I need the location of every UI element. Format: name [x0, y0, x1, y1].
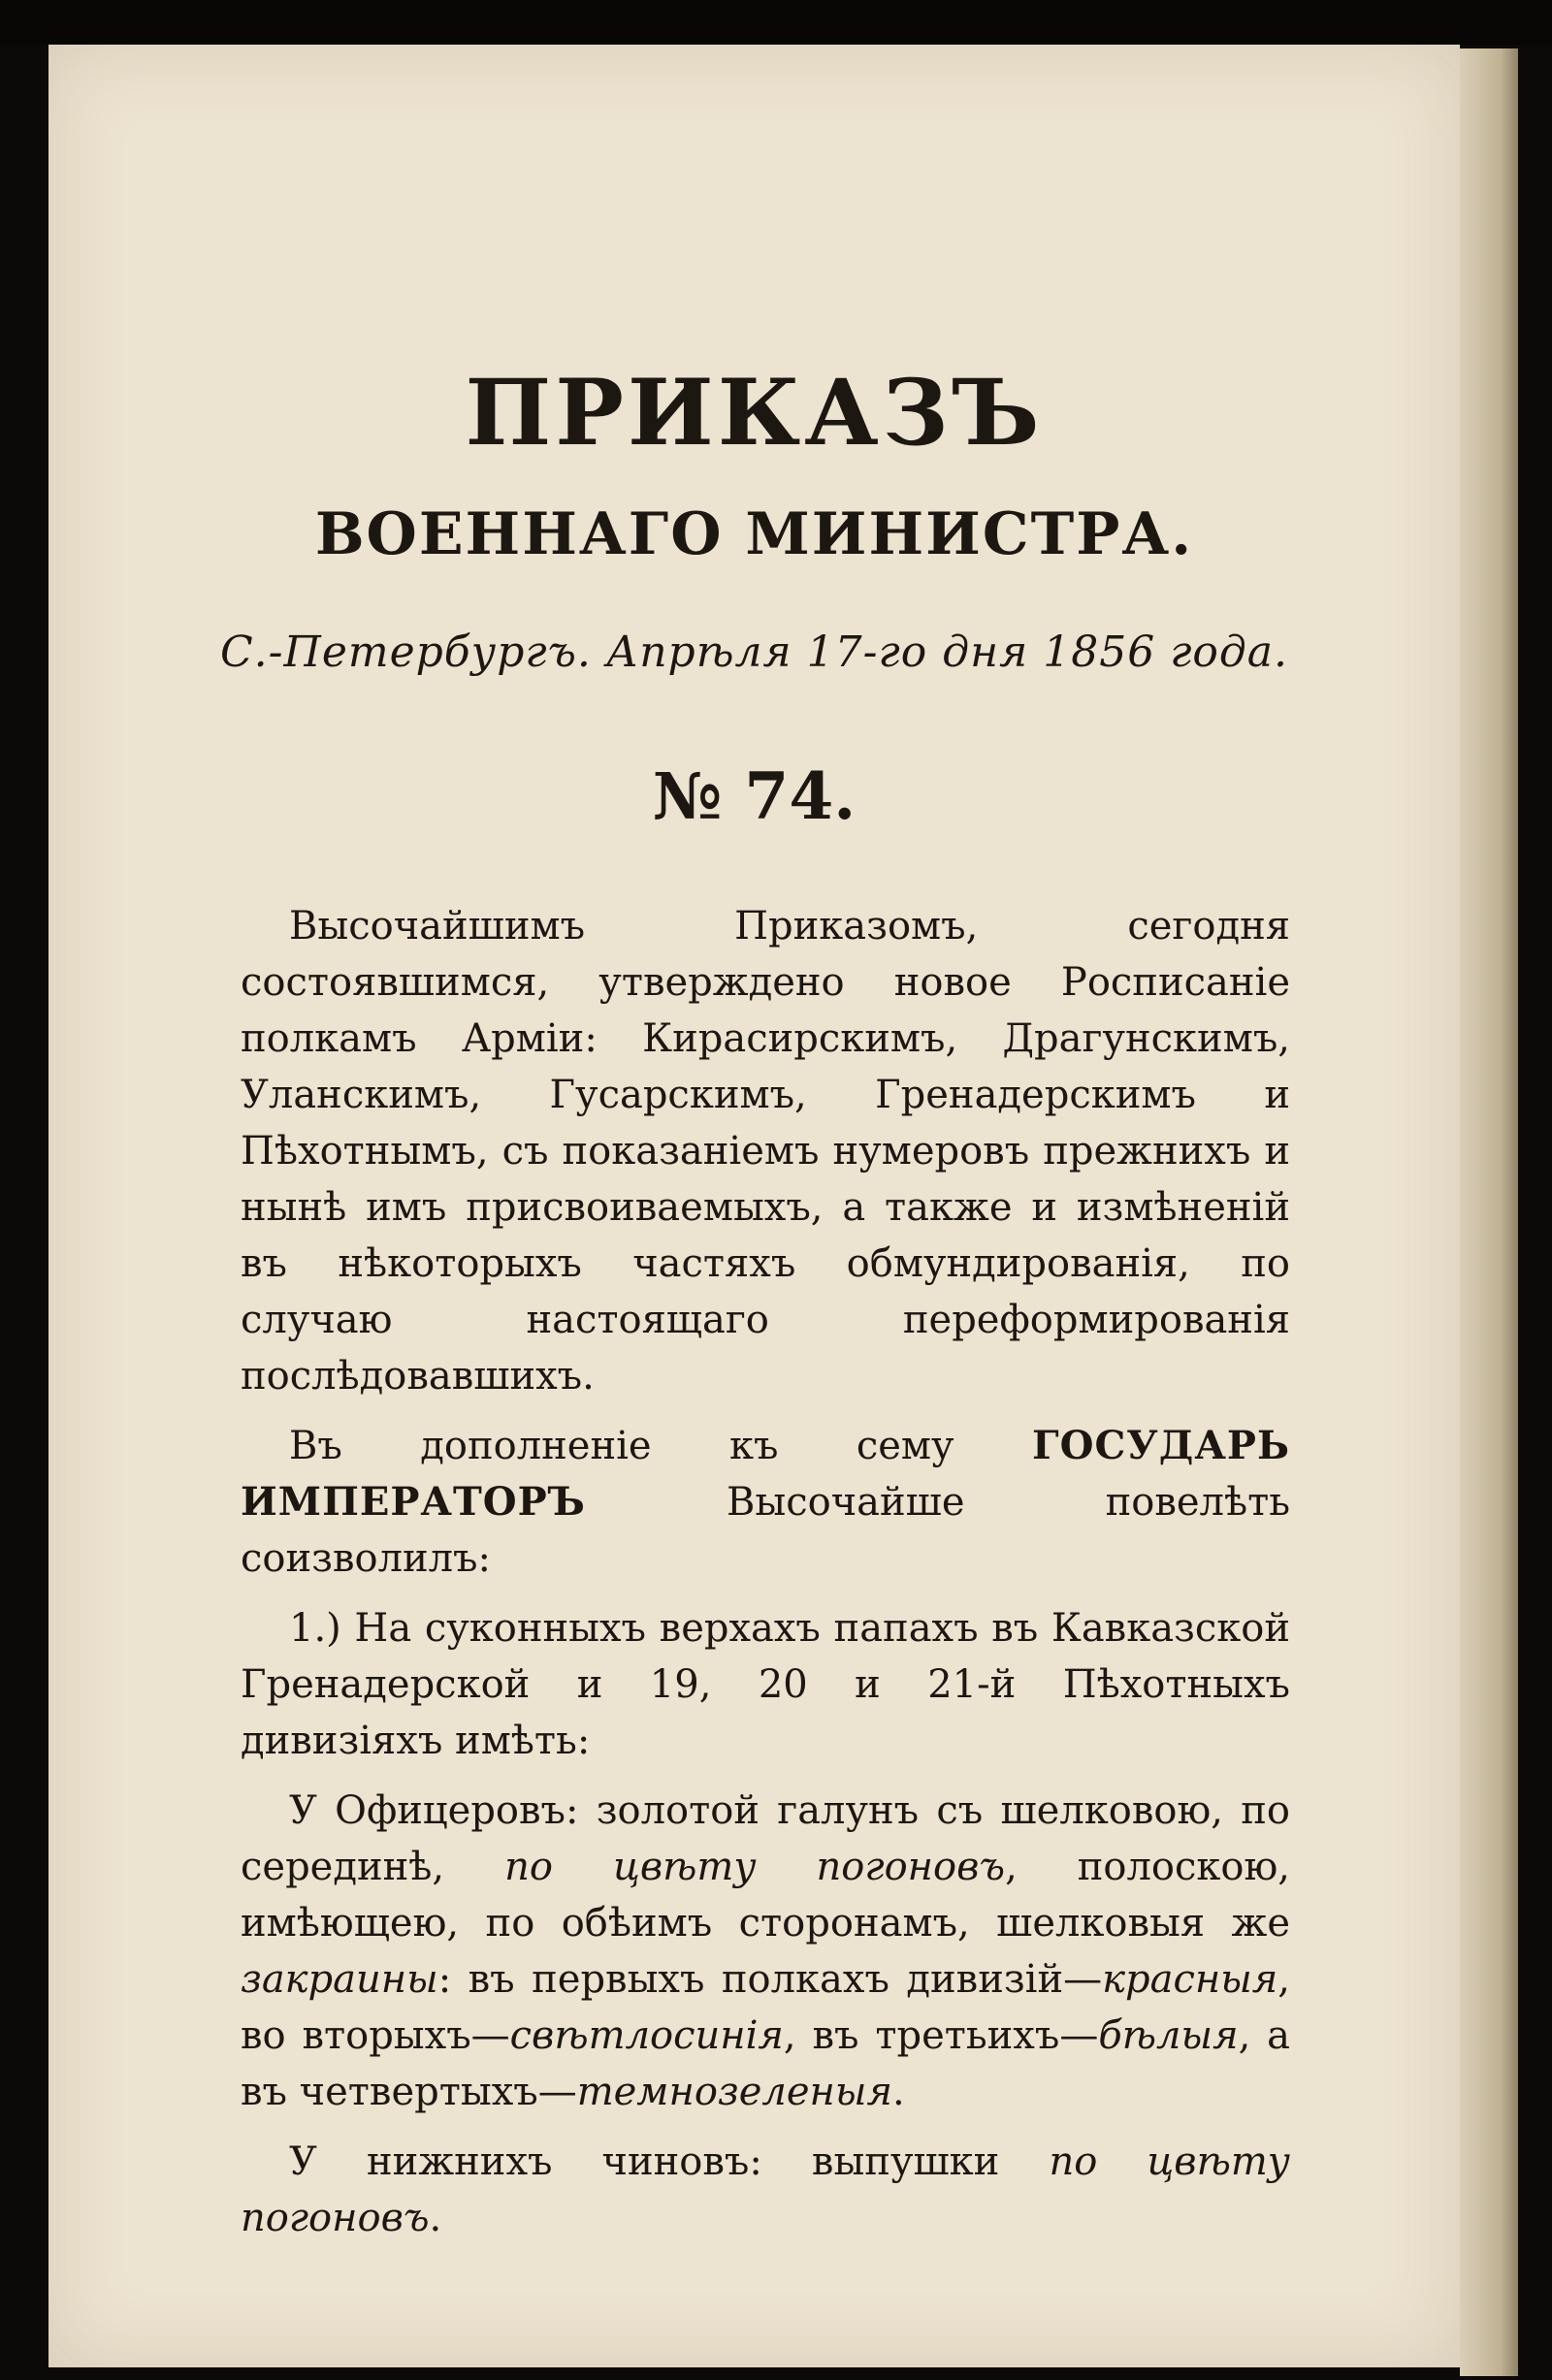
paragraph-2-emperor: ГОСУДАРЬ ИМПЕРАТОРЪ	[241, 1423, 1290, 1525]
p4-end: .	[891, 2070, 905, 2114]
p4-edges: закраины	[241, 1957, 438, 2002]
page-content	[48, 45, 1460, 2367]
p4-red: красныя	[1102, 1957, 1278, 2002]
paragraph-1: Высочайшимъ Приказомъ, сегодня состоявшимся, утверждено новое Росписаніе полкамъ Арміи: Кирасирскимъ, Драгунскимъ, Уланскимъ, Гусарскимъ, Гренадерскимъ и Пѣхотнымъ, съ показаніемъ нумеровъ прежнихъ и нынѣ имъ присвоиваемыхъ, а также и измѣненій въ нѣкоторыхъ частяхъ обмундированія, по случаю настоящаго переформированія послѣдовавшихъ.	[241, 904, 1290, 1399]
page-edge-stack	[1460, 48, 1518, 2376]
p5-end: .	[429, 2196, 442, 2240]
p4-officers-intro: У Офицеровъ: золотой галунъ съ шелковою, по серединѣ,	[241, 1788, 1290, 1889]
order-title: ПРИКАЗЪ	[465, 360, 1044, 466]
paragraph-4	[241, 1783, 1290, 2120]
p5-lower-ranks: У нижнихъ чиновъ: выпушки	[289, 2139, 1000, 2184]
paragraph-2-lead: Въ дополненіе къ сему	[289, 1424, 954, 1468]
p4-stripe: , полоскою, имѣющею, по обѣимъ сторонамъ, шелковыя же	[241, 1845, 1291, 1946]
p4-by-color: по цвѣту погоновъ	[504, 1845, 1006, 1889]
order-subtitle: ВОЕННАГО МИНИСТРА.	[314, 500, 1194, 568]
p4-white: бѣлыя	[1098, 2013, 1239, 2058]
paragraph-5	[241, 2134, 1290, 2246]
p4-third-regiments: , въ третьихъ—	[783, 2013, 1099, 2058]
order-number: № 74.	[652, 758, 857, 834]
p4-darkgreen: темнозеленыя	[576, 2070, 892, 2114]
p4-second-regiments: , во вторыхъ—	[241, 1957, 1290, 2058]
document-page	[48, 45, 1460, 2367]
p4-first-regiments: : въ первыхъ полкахъ дивизій—	[437, 1957, 1103, 2002]
p5-by-color: по цвѣту погоновъ	[241, 2139, 1291, 2240]
paragraph-3: 1.) На суконныхъ верхахъ папахъ въ Кавказской Гренадерской и 19, 20 и 21-й Пѣхотныхъ дивизіяхъ имѣть:	[241, 1606, 1290, 1763]
paragraph-2-tail: Высочайше повелѣть соизволилъ:	[241, 1480, 1290, 1581]
order-dateline: С.-Петербургъ. Апрѣля 17-го дня 1856 года.	[219, 627, 1289, 677]
p4-lightblue: свѣтлосинія	[509, 2013, 784, 2058]
scan-top-border	[0, 0, 1552, 45]
order-body	[241, 898, 1290, 2260]
paragraph-2	[241, 1418, 1290, 1587]
p4-fourth-regiments: , а въ четвертыхъ—	[241, 2013, 1290, 2114]
